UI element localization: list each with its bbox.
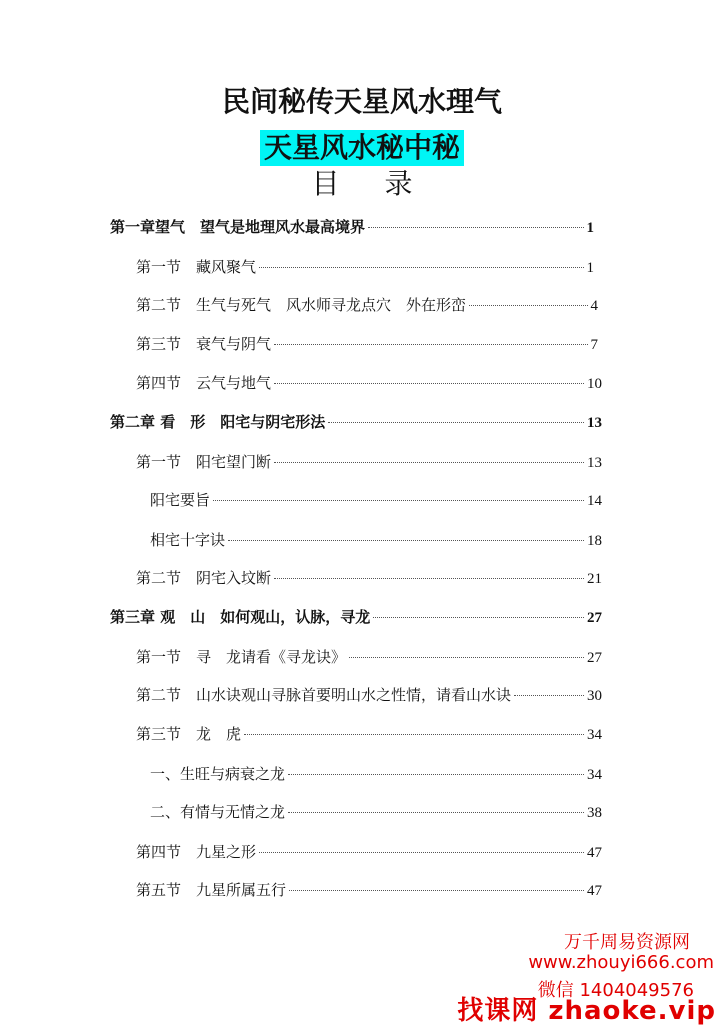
toc-entry-page: 10 bbox=[587, 376, 602, 392]
watermark-site-name: 万千周易资源网 bbox=[564, 932, 690, 953]
toc-entry-page: 38 bbox=[587, 805, 602, 821]
toc-leader-dots bbox=[259, 852, 584, 853]
toc-entry[interactable] bbox=[110, 606, 602, 629]
toc-entry-title: 相宅十字诀 bbox=[150, 531, 226, 549]
toc-leader-dots bbox=[289, 890, 584, 891]
toc-entry-page: 21 bbox=[587, 571, 602, 587]
toc-entry-title: 第一章望气 望气是地理风水最高境界 bbox=[110, 218, 366, 236]
watermark-url: www.zhouyi666.com bbox=[528, 952, 714, 973]
toc-entry[interactable] bbox=[136, 841, 602, 864]
toc-entry-title: 第一节 藏风聚气 bbox=[136, 258, 257, 276]
toc-leader-dots bbox=[213, 500, 584, 501]
toc-entry[interactable] bbox=[150, 529, 602, 552]
toc-entry-page: 13 bbox=[587, 415, 602, 431]
toc-entry[interactable] bbox=[136, 723, 602, 746]
toc-entry-page: 7 bbox=[590, 337, 598, 353]
watermark-wechat: 微信 1404049576 bbox=[537, 980, 694, 1001]
toc-entry[interactable] bbox=[136, 451, 602, 474]
toc-entry-title: 二、有情与无情之龙 bbox=[150, 803, 286, 821]
toc-leader-dots bbox=[288, 812, 584, 813]
toc-entry[interactable] bbox=[110, 216, 594, 239]
toc-entry-title: 第三章 观 山 如何观山，认脉，寻龙 bbox=[110, 608, 371, 626]
toc-entry-title: 第三节 衰气与阴气 bbox=[136, 335, 272, 353]
toc-entry-title: 阳宅要旨 bbox=[150, 491, 211, 509]
toc-leader-dots bbox=[514, 695, 584, 696]
toc-leader-dots bbox=[349, 657, 584, 658]
toc-entry-page: 14 bbox=[587, 493, 602, 509]
toc-entry-title: 第五节 九星所属五行 bbox=[136, 881, 287, 899]
toc-heading: 目 录 bbox=[311, 167, 431, 200]
toc-entry-page: 30 bbox=[587, 688, 602, 704]
toc-entry[interactable] bbox=[136, 879, 602, 902]
toc-leader-dots bbox=[328, 422, 584, 423]
toc-entry-title: 第四节 云气与地气 bbox=[136, 374, 272, 392]
toc-entry-title: 第二节 阴宅入坟断 bbox=[136, 569, 272, 587]
toc-entry-page: 47 bbox=[587, 883, 602, 899]
toc-leader-dots bbox=[368, 227, 583, 228]
toc-entry-title: 第二节 山水诀观山寻脉首要明山水之性情，请看山水诀 bbox=[136, 686, 512, 704]
toc-leader-dots bbox=[244, 734, 584, 735]
toc-entry-page: 34 bbox=[587, 727, 602, 743]
toc-entry[interactable] bbox=[150, 489, 602, 512]
toc-leader-dots bbox=[274, 462, 584, 463]
toc-entry-title: 第一节 阳宅望门断 bbox=[136, 453, 272, 471]
watermark-brand: 找课网 zhaoke.vip bbox=[457, 996, 716, 1026]
toc-entry[interactable] bbox=[136, 294, 598, 317]
toc-entry[interactable] bbox=[136, 567, 602, 590]
document-title: 民间秘传天星风水理气 bbox=[221, 85, 502, 118]
toc-entry[interactable] bbox=[150, 801, 602, 824]
toc-entry-page: 34 bbox=[587, 767, 602, 783]
toc-entry-title: 第二章 看 形 阳宅与阴宅形法 bbox=[110, 413, 326, 431]
toc-leader-dots bbox=[274, 383, 584, 384]
toc-entry[interactable] bbox=[136, 684, 602, 707]
toc-leader-dots bbox=[469, 305, 587, 306]
toc-entry-page: 1 bbox=[586, 260, 594, 276]
toc-leader-dots bbox=[373, 617, 584, 618]
toc-entry[interactable] bbox=[136, 646, 602, 669]
toc-entry-page: 18 bbox=[587, 533, 602, 549]
toc-entry-title: 第三节 龙 虎 bbox=[136, 725, 242, 743]
toc-entry-page: 27 bbox=[587, 610, 602, 626]
toc-entry-page: 27 bbox=[587, 650, 602, 666]
document-subtitle: 天星风水秘中秘 bbox=[260, 130, 464, 166]
toc-entry[interactable] bbox=[136, 256, 594, 279]
toc-entry[interactable] bbox=[136, 333, 598, 356]
toc-leader-dots bbox=[274, 344, 587, 345]
toc-leader-dots bbox=[274, 578, 584, 579]
toc-entry-page: 4 bbox=[590, 298, 598, 314]
toc-entry-title: 第一节 寻 龙请看《寻龙诀》 bbox=[136, 648, 347, 666]
toc-leader-dots bbox=[259, 267, 583, 268]
toc-entry[interactable] bbox=[110, 411, 602, 434]
toc-entry[interactable] bbox=[150, 763, 602, 786]
toc-entry-page: 1 bbox=[586, 220, 594, 236]
toc-entry-page: 47 bbox=[587, 845, 602, 861]
toc-entry-title: 第二节 生气与死气 风水师寻龙点穴 外在形峦 bbox=[136, 296, 467, 314]
toc-entry[interactable] bbox=[136, 372, 602, 395]
toc-entry-title: 第四节 九星之形 bbox=[136, 843, 257, 861]
toc-entry-page: 13 bbox=[587, 455, 602, 471]
toc-entry-title: 一、生旺与病衰之龙 bbox=[150, 765, 286, 783]
toc-leader-dots bbox=[228, 540, 584, 541]
toc-leader-dots bbox=[288, 774, 584, 775]
